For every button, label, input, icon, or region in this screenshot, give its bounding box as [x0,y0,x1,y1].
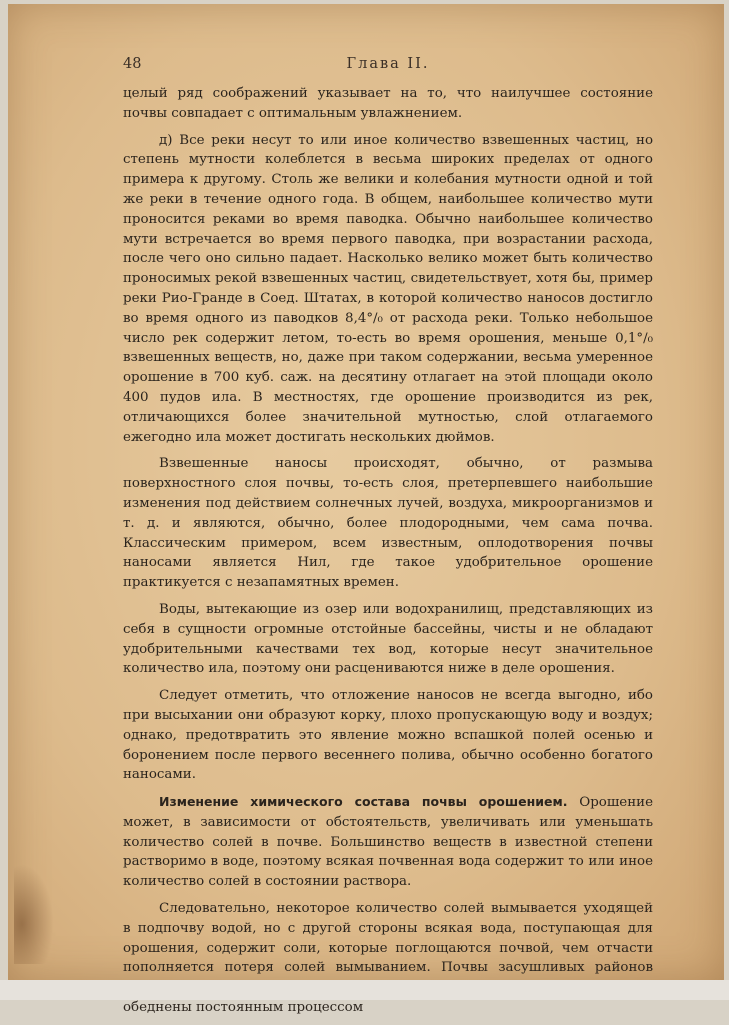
paragraph-text: Орошение может, в зависимости от обстоятельств, увеличивать или уменьшать количество солей в почве. Большинство веществ в известной степени растворимо в воде, поэтому всякая почвенная вода содержит то или иное количество солей в состоянии раствора. [123,795,653,890]
page-stain [14,864,54,964]
paragraph: д) Все реки несут то или иное количество взвешенных частиц, но степень мутности колеблется в весьма широких пределах от одного примера к другому. Столь же велики и колебания мутности одной и той же реки в течение одного года. В общем, наибольшее количество мути проносится реками во время паводка. Обычно наибольшее количество мути встречается во время первого паводка, при возрастании расхода, после чего оно сильно падает. Насколько велико может быть количество проносимых рекой взвешенных частиц, свидетельствует, хотя бы, пример реки Рио-Гранде в Соед. Штатах, в которой количество наносов достигло во время одного из паводков 8,4°/₀ от расхода реки. Только небольшое число рек содержит летом, то-есть во время орошения, меньше 0,1°/₀ взвешенных веществ, но, даже при таком содержании, весьма умеренное орошение в 700 куб. саж. на десятину отлагает на этой площади около 400 пудов ила. В местностях, где орошение производится из рек, отличающихся более значительной мутностью, слой отлагаемого ежегодно ила может достигать нескольких дюймов. [123,132,653,445]
chapter-title: Глава II. [346,56,430,72]
paragraph: целый ряд соображений указывает на то, что наилучшее состояние почвы совпадает с оптимальным увлажнением. [123,86,653,121]
paragraph-with-heading [123,792,653,892]
page-number: 48 [123,56,142,72]
paragraph: Следует отметить, что отложение наносов не всегда выгодно, ибо при высыхании они образуют корку, плохо пропускающую воду и воздух; однако, предотвратить это явление можно вспашкой полей осенью и боронением после первого весеннего полива, обычно особенно богатого наносами. [123,688,653,783]
section-run-in-heading: Изменение химического состава почвы орошением. [159,794,568,810]
paragraph: Взвешенные наносы происходят, обычно, от размыва поверхностного слоя почвы, то-есть слоя, претерпевшего наибольшие изменения под действием солнечных лучей, воздуха, микроорганизмов и т. д. и являются, обычно, более плодородными, чем сама почва. Классическим примером, всем известным, оплодотворения почвы наносами является Нил, где такое удобрительное орошение практикуется с незапамятных времен. [123,456,653,591]
body-text [123,84,653,1025]
book-page [8,4,724,1016]
paragraph: Воды, вытекающие из озер или водохранилищ, представляющих из себя в сущности огромные отстойные бассейны, чисты и не обладают удобрительными качествами тех вод, которые несут значительное количество ила, поэтому они расцениваются ниже в деле орошения. [123,601,653,677]
scan-background [0,980,729,1000]
paragraph: Следовательно, некоторое количество солей вымывается уходящей в подпочву водой, но с другой стороны всякая вода, поступающая для орошения, содержит соли, которые поглощаются почвой, чем отчасти пополняется потеря солей вымыванием. Почвы засушливых районов обеднены постоянным процессом [123,901,653,1016]
